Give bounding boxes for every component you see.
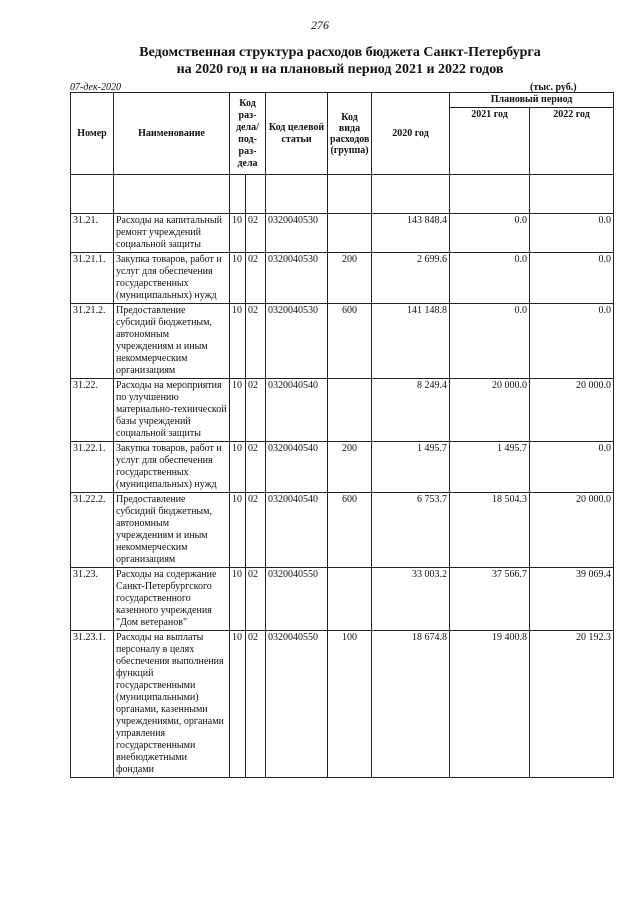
cell-2020: 2 699.6 <box>372 253 450 304</box>
cell-2021: 0.0 <box>450 214 530 253</box>
cell-2021: 18 504.3 <box>450 493 530 568</box>
cell-2020: 1 495.7 <box>372 442 450 493</box>
header-gap-row <box>71 175 614 214</box>
cell-subsection: 02 <box>246 253 266 304</box>
cell-number: 31.22.2. <box>71 493 114 568</box>
cell-2022: 0.0 <box>530 442 614 493</box>
cell-expense-type <box>328 379 372 442</box>
cell-2021: 37 566.7 <box>450 568 530 631</box>
title-line-1: Ведомственная структура расходов бюджета Санкт-Петербурга <box>139 45 541 60</box>
cell-2020: 143 848.4 <box>372 214 450 253</box>
cell-section: 10 <box>230 379 246 442</box>
header-year-2021: 2021 год <box>450 108 530 175</box>
table-row <box>71 253 614 304</box>
cell-2020: 8 249.4 <box>372 379 450 442</box>
cell-target-code: 0320040530 <box>266 253 328 304</box>
document-date: 07-дек-2020 <box>70 82 121 93</box>
cell-section: 10 <box>230 493 246 568</box>
cell-2021: 20 000.0 <box>450 379 530 442</box>
cell-expense-type: 600 <box>328 493 372 568</box>
table-row <box>71 379 614 442</box>
header-section-code: Код раз-дела/ под-раз-дела <box>230 93 266 175</box>
cell-subsection: 02 <box>246 379 266 442</box>
cell-target-code: 0320040530 <box>266 214 328 253</box>
cell-name: Предоставление субсидий бюджетным, автономным учреждениям и иным некоммерческим организациям <box>114 493 230 568</box>
cell-name: Закупка товаров, работ и услуг для обеспечения государственных (муниципальных) нужд <box>114 442 230 493</box>
cell-name: Предоставление субсидий бюджетным, автономным учреждениям и иным некоммерческим организациям <box>114 304 230 379</box>
cell-target-code: 0320040530 <box>266 304 328 379</box>
cell-2022: 20 000.0 <box>530 379 614 442</box>
cell-number: 31.23.1. <box>71 631 114 778</box>
table-row <box>71 493 614 568</box>
cell-subsection: 02 <box>246 631 266 778</box>
cell-2020: 141 148.8 <box>372 304 450 379</box>
cell-2022: 39 069.4 <box>530 568 614 631</box>
cell-expense-type <box>328 568 372 631</box>
header-target-code: Код целевой статьи <box>266 93 328 175</box>
cell-name: Расходы на мероприятия по улучшению материально-технической базы учреждений социальной защиты <box>114 379 230 442</box>
cell-name: Расходы на выплаты персоналу в целях обеспечения выполнения функций государственными (муниципальными) органами, казенными учреждениями, органами управления государственными внебюджетными фондами <box>114 631 230 778</box>
header-name: Наименование <box>114 93 230 175</box>
page-number: 276 <box>311 18 329 32</box>
cell-number: 31.23. <box>71 568 114 631</box>
cell-expense-type: 200 <box>328 253 372 304</box>
cell-2022: 20 000.0 <box>530 493 614 568</box>
cell-name: Расходы на капитальный ремонт учреждений социальной защиты <box>114 214 230 253</box>
table-row <box>71 304 614 379</box>
table-row <box>71 568 614 631</box>
cell-2020: 6 753.7 <box>372 493 450 568</box>
cell-2021: 19 400.8 <box>450 631 530 778</box>
cell-number: 31.21.2. <box>71 304 114 379</box>
cell-expense-type: 100 <box>328 631 372 778</box>
cell-section: 10 <box>230 304 246 379</box>
cell-expense-type: 600 <box>328 304 372 379</box>
cell-2020: 33 003.2 <box>372 568 450 631</box>
cell-2022: 20 192.3 <box>530 631 614 778</box>
cell-number: 31.21. <box>71 214 114 253</box>
table-header <box>71 93 614 214</box>
cell-2022: 0.0 <box>530 304 614 379</box>
cell-name: Закупка товаров, работ и услуг для обеспечения государственных (муниципальных) нужд <box>114 253 230 304</box>
cell-section: 10 <box>230 214 246 253</box>
header-planning-period: Плановый период <box>450 93 614 108</box>
cell-2021: 0.0 <box>450 304 530 379</box>
cell-subsection: 02 <box>246 214 266 253</box>
header-year-2022: 2022 год <box>530 108 614 175</box>
document-title <box>0 44 640 78</box>
cell-subsection: 02 <box>246 442 266 493</box>
cell-number: 31.22.1. <box>71 442 114 493</box>
cell-target-code: 0320040540 <box>266 379 328 442</box>
cell-expense-type: 200 <box>328 442 372 493</box>
cell-2021: 0.0 <box>450 253 530 304</box>
cell-2022: 0.0 <box>530 214 614 253</box>
budget-table <box>70 92 614 778</box>
cell-2020: 18 674.8 <box>372 631 450 778</box>
cell-target-code: 0320040540 <box>266 442 328 493</box>
units-label: (тыс. руб.) <box>530 82 577 93</box>
cell-target-code: 0320040550 <box>266 568 328 631</box>
cell-number: 31.22. <box>71 379 114 442</box>
header-year-2020: 2020 год <box>372 93 450 175</box>
table-row <box>71 442 614 493</box>
header-number: Номер <box>71 93 114 175</box>
cell-number: 31.21.1. <box>71 253 114 304</box>
table-row <box>71 214 614 253</box>
table-body <box>71 214 614 778</box>
cell-subsection: 02 <box>246 304 266 379</box>
cell-expense-type <box>328 214 372 253</box>
cell-name: Расходы на содержание Санкт-Петербургского государственного казенного учреждения "Дом ветеранов" <box>114 568 230 631</box>
cell-section: 10 <box>230 442 246 493</box>
header-expense-type: Код вида расходов (группа) <box>328 93 372 175</box>
cell-2022: 0.0 <box>530 253 614 304</box>
cell-subsection: 02 <box>246 493 266 568</box>
cell-section: 10 <box>230 631 246 778</box>
cell-2021: 1 495.7 <box>450 442 530 493</box>
cell-target-code: 0320040540 <box>266 493 328 568</box>
cell-section: 10 <box>230 253 246 304</box>
title-line-2: на 2020 год и на плановый период 2021 и 2022 годов <box>176 62 504 77</box>
cell-subsection: 02 <box>246 568 266 631</box>
cell-target-code: 0320040550 <box>266 631 328 778</box>
cell-section: 10 <box>230 568 246 631</box>
table-row <box>71 631 614 778</box>
